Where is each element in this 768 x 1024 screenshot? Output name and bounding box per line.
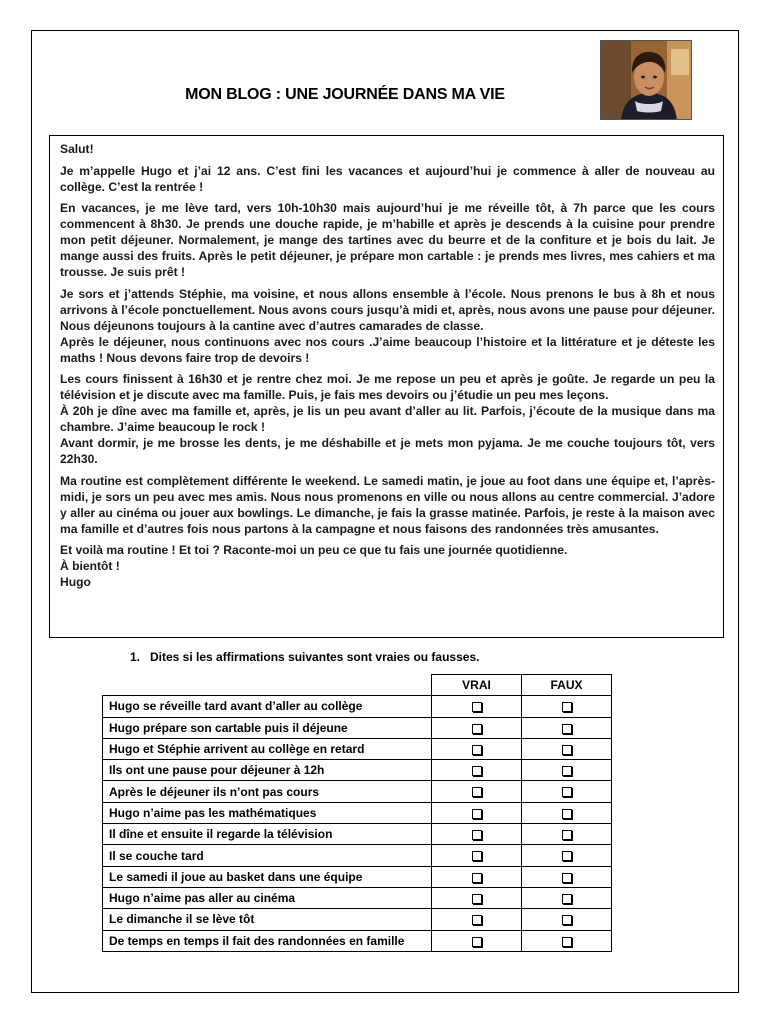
table-header-row — [103, 675, 612, 696]
statement-text: Après le déjeuner ils n’ont pas cours — [103, 781, 432, 802]
exercise-instruction-text: Dites si les affirmations suivantes sont vraies ou fausses. — [150, 650, 480, 664]
checkbox-false-icon[interactable] — [562, 894, 572, 904]
page-title: MON BLOG : UNE JOURNÉE DANS MA VIE — [185, 86, 505, 103]
checkbox-false-icon[interactable] — [562, 937, 572, 947]
cell-false — [522, 930, 612, 951]
cell-false — [522, 909, 612, 930]
table-row — [103, 866, 612, 887]
cell-false — [522, 802, 612, 823]
cell-true — [432, 696, 522, 717]
boy-portrait-photo — [600, 40, 692, 120]
letter-signature: Hugo — [60, 575, 91, 589]
portrait-image — [601, 41, 692, 120]
letter-paragraph-2: En vacances, je me lève tard, vers 10h-10h30 mais aujourd’hui je me réveille tôt, à 7h parce que les cours commencent à 8h30. Je prends une douche rapide, je m’habille et après je descends à la cuisine pour prendre mon petit déjeuner. Normalement, je mange des tartines avec du beurre et de la confiture et je bois du lait. Je mange aussi des fruits. Après le petit déjeuner, je prépare mon cartable : je prends mes livres, mes cahiers et ma trousse. Je suis prêt ! — [60, 201, 715, 279]
letter-paragraph-4a: Les cours finissent à 16h30 et je rentre chez moi. Je me repose un peu et après je goûte. Je regarde un peu la télévision et je discute avec ma famille. Puis, je fais mes devoirs ou j’étudie un peu mes leçons. — [60, 372, 715, 402]
checkbox-false-icon[interactable] — [562, 830, 572, 840]
table-row — [103, 802, 612, 823]
letter-greeting: Salut! — [60, 142, 94, 156]
cell-true — [432, 781, 522, 802]
letter-paragraph-1: Je m’appelle Hugo et j’ai 12 ans. C’est fini les vacances et aujourd’hui je commence à aller de nouveau au collège. C’est la rentrée ! — [60, 163, 715, 194]
checkbox-false-icon[interactable] — [562, 766, 572, 776]
checkbox-true-icon[interactable] — [472, 830, 482, 840]
cell-true — [432, 760, 522, 781]
statement-text: Le samedi il joue au basket dans une équipe — [103, 866, 432, 887]
statement-text: De temps en temps il fait des randonnées en famille — [103, 930, 432, 951]
statement-text: Hugo prépare son cartable puis il déjeune — [103, 717, 432, 738]
cell-false — [522, 760, 612, 781]
table-header-blank — [103, 675, 432, 696]
checkbox-false-icon[interactable] — [562, 724, 572, 734]
checkbox-true-icon[interactable] — [472, 809, 482, 819]
cell-false — [522, 781, 612, 802]
table-row — [103, 760, 612, 781]
statement-text: Le dimanche il se lève tôt — [103, 909, 432, 930]
table-row — [103, 717, 612, 738]
letter-paragraph-3 — [60, 286, 715, 366]
statement-text: Il dîne et ensuite il regarde la télévision — [103, 824, 432, 845]
cell-true — [432, 802, 522, 823]
cell-true — [432, 930, 522, 951]
cell-false — [522, 887, 612, 908]
letter-paragraph-4 — [60, 371, 715, 467]
statement-text: Hugo se réveille tard avant d’aller au collège — [103, 696, 432, 717]
checkbox-false-icon[interactable] — [562, 915, 572, 925]
checkbox-true-icon[interactable] — [472, 851, 482, 861]
column-header-true: VRAI — [432, 675, 522, 696]
table-row — [103, 824, 612, 845]
cell-true — [432, 824, 522, 845]
checkbox-false-icon[interactable] — [562, 851, 572, 861]
cell-false — [522, 717, 612, 738]
checkbox-true-icon[interactable] — [472, 937, 482, 947]
cell-false — [522, 738, 612, 759]
table-row — [103, 696, 612, 717]
letter-paragraph-3a: Je sors et j’attends Stéphie, ma voisine, et nous allons ensemble à l’école. Nous prenons le bus à 8h et nous arrivons à l’école ponctuellement. Nous avons cours jusqu’à midi et, après, nous avons une pause pour déjeuner. Nous déjeunons toujours à la cantine avec d’autres camarades de classe. — [60, 286, 715, 333]
letter-paragraph-4c: Avant dormir, je me brosse les dents, je me déshabille et je mets mon pyjama. Je me couche toujours tôt, vers 22h30. — [60, 436, 715, 466]
exercise-number: 1. — [130, 650, 141, 664]
checkbox-false-icon[interactable] — [562, 702, 572, 712]
checkbox-true-icon[interactable] — [472, 724, 482, 734]
checkbox-false-icon[interactable] — [562, 809, 572, 819]
cell-false — [522, 866, 612, 887]
checkbox-true-icon[interactable] — [472, 873, 482, 883]
checkbox-true-icon[interactable] — [472, 787, 482, 797]
table-row — [103, 781, 612, 802]
cell-true — [432, 738, 522, 759]
cell-true — [432, 717, 522, 738]
exercise-instruction — [130, 650, 479, 664]
table-row — [103, 887, 612, 908]
checkbox-true-icon[interactable] — [472, 702, 482, 712]
checkbox-false-icon[interactable] — [562, 745, 572, 755]
letter-paragraph-4b: À 20h je dîne avec ma famille et, après, je lis un peu avant d’aller au lit. Parfois, j’écoute de la musique dans ma chambre. J’aime beaucoup le rock ! — [60, 404, 715, 434]
table-row — [103, 738, 612, 759]
table-row — [103, 930, 612, 951]
cell-false — [522, 845, 612, 866]
statement-text: Il se couche tard — [103, 845, 432, 866]
cell-true — [432, 887, 522, 908]
checkbox-true-icon[interactable] — [472, 745, 482, 755]
letter-paragraph-3b: Après le déjeuner, nous continuons avec nos cours .J’aime beaucoup l’histoire et la littérature et je déteste les maths ! Nous devons faire trop de devoirs ! — [60, 334, 715, 365]
letter-closing-2: À bientôt ! — [60, 559, 120, 573]
statement-text: Hugo n’aime pas aller au cinéma — [103, 887, 432, 908]
checkbox-true-icon[interactable] — [472, 915, 482, 925]
letter-closing-1: Et voilà ma routine ! Et toi ? Raconte-moi un peu ce que tu fais une journée quotidienne. — [60, 543, 568, 557]
blog-letter — [49, 135, 724, 638]
checkbox-false-icon[interactable] — [562, 873, 572, 883]
cell-true — [432, 909, 522, 930]
letter-closing — [60, 542, 715, 590]
checkbox-false-icon[interactable] — [562, 787, 572, 797]
cell-true — [432, 866, 522, 887]
table-row — [103, 909, 612, 930]
statement-text: Hugo et Stéphie arrivent au collège en retard — [103, 738, 432, 759]
checkbox-true-icon[interactable] — [472, 766, 482, 776]
statement-text: Ils ont une pause pour déjeuner à 12h — [103, 760, 432, 781]
cell-true — [432, 845, 522, 866]
cell-false — [522, 824, 612, 845]
checkbox-true-icon[interactable] — [472, 894, 482, 904]
table-row — [103, 845, 612, 866]
statement-text: Hugo n’aime pas les mathématiques — [103, 802, 432, 823]
letter-paragraph-5: Ma routine est complètement différente le weekend. Le samedi matin, je joue au foot dans une équipe et, l’après-midi, je sors un peu avec mes amis. Nous nous promenons en ville ou nous allons au centre commercial. J’adore y aller au cinéma ou jouer aux bowlings. Le dimanche, je fais la grasse matinée. Parfois, je reste à la maison avec ma famille et d’autres fois nous partons à la campagne et nous faisons des randonnées très amusantes. — [60, 473, 715, 536]
true-false-table — [102, 674, 612, 952]
column-header-false: FAUX — [522, 675, 612, 696]
cell-false — [522, 696, 612, 717]
